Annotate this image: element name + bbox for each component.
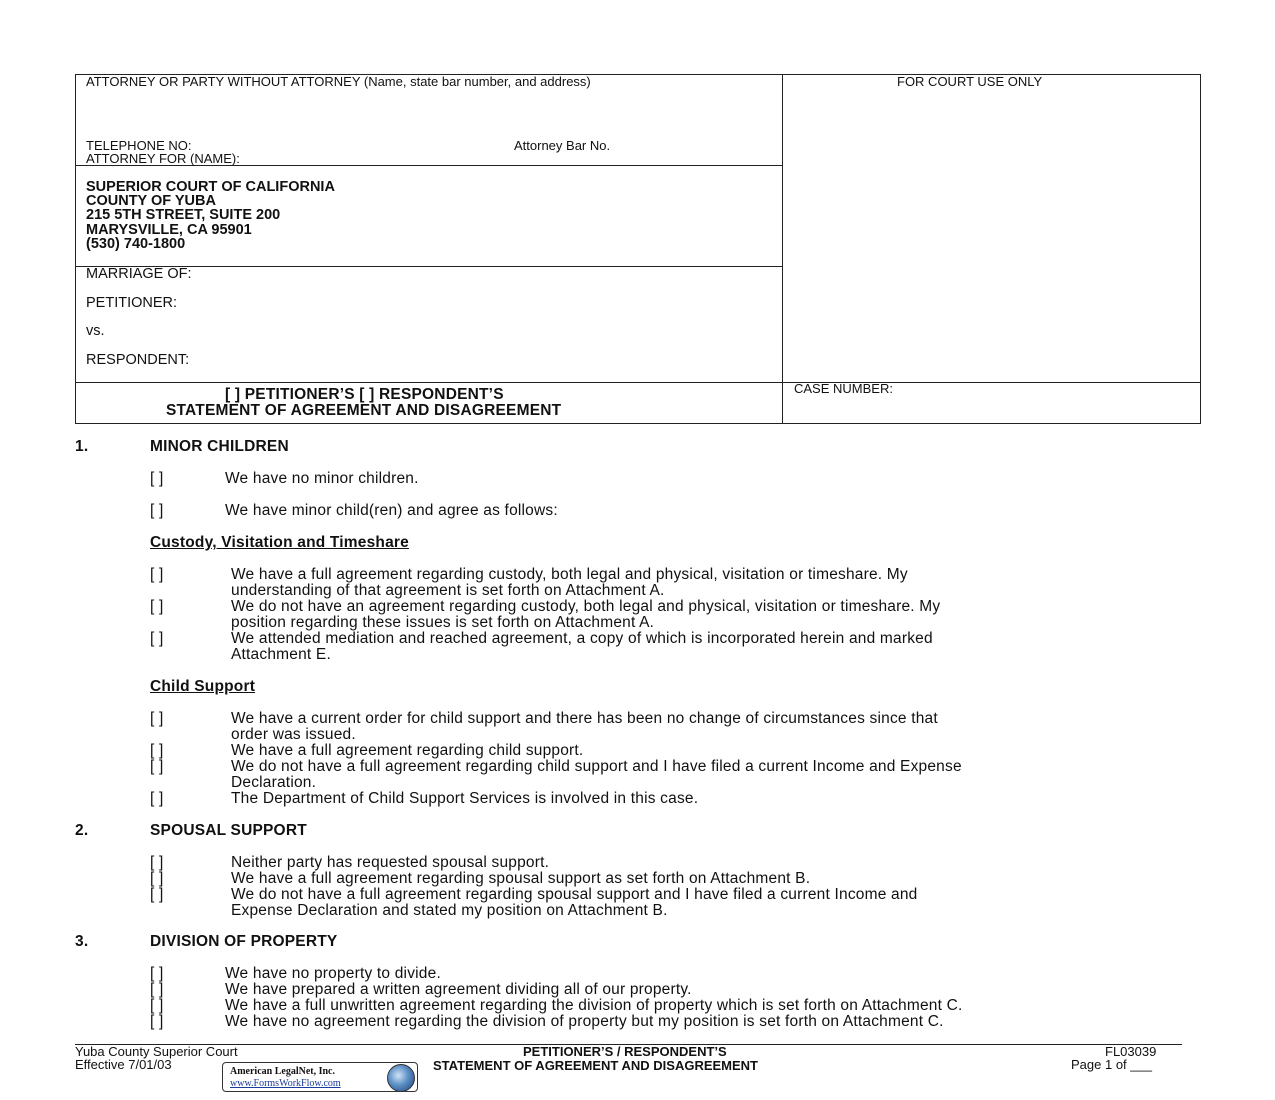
list-item: We have a full agreement regarding child support.: [231, 742, 584, 759]
list-item: We have no agreement regarding the division of property but my position is set forth on Attachment C.: [225, 1013, 944, 1030]
list-item: We have minor child(ren) and agree as follows:: [225, 502, 558, 519]
footer-form-number: FL03039: [1105, 1044, 1157, 1059]
attorney-label: ATTORNEY OR PARTY WITHOUT ATTORNEY (Name, state bar number, and address): [86, 74, 591, 89]
american-legalnet-logo[interactable]: [222, 1062, 418, 1092]
list-item-cont: Declaration.: [231, 774, 317, 791]
list-item: We do not have a full agreement regarding spousal support and I have filed a current Income and: [231, 886, 918, 903]
list-item: We have a current order for child support and there has been no change of circumstances since that: [231, 710, 938, 727]
case-number-label: CASE NUMBER:: [794, 381, 893, 396]
court-line: COUNTY OF YUBA: [86, 193, 216, 209]
section-title: MINOR CHILDREN: [150, 438, 289, 455]
section-number: 1.: [75, 438, 89, 455]
court-line: (530) 740-1800: [86, 236, 186, 252]
footer-title-line1: PETITIONER’S / RESPONDENT’S: [523, 1044, 727, 1059]
checkbox[interactable]: [ ]: [150, 886, 164, 903]
list-item-cont: order was issued.: [231, 726, 356, 743]
court-line: SUPERIOR COURT OF CALIFORNIA: [86, 179, 335, 195]
list-item: Neither party has requested spousal support.: [231, 854, 550, 871]
footer-effective: Effective 7/01/03: [75, 1057, 172, 1072]
checkbox[interactable]: [ ]: [150, 1013, 164, 1030]
logo-url[interactable]: www.FormsWorkFlow.com: [230, 1078, 341, 1089]
list-item: We have prepared a written agreement dividing all of our property.: [225, 981, 692, 998]
checkbox[interactable]: [ ]: [150, 710, 164, 727]
checkbox[interactable]: [ ]: [150, 997, 164, 1014]
attorney-for-label: ATTORNEY FOR (NAME):: [86, 151, 240, 166]
footer-title-line2: STATEMENT OF AGREEMENT AND DISAGREEMENT: [433, 1058, 758, 1073]
checkbox[interactable]: [ ]: [150, 790, 164, 807]
court-use-label: FOR COURT USE ONLY: [897, 74, 1043, 89]
list-item-cont: position regarding these issues is set forth on Attachment A.: [231, 614, 655, 631]
list-item: We have no property to divide.: [225, 965, 441, 982]
globe-icon: [387, 1064, 415, 1092]
list-item: The Department of Child Support Services is involved in this case.: [231, 790, 699, 807]
form-title-line1: [ ] PETITIONER’S [ ] RESPONDENT’S: [225, 386, 504, 403]
list-item-cont: Expense Declaration and stated my position on Attachment B.: [231, 902, 668, 919]
court-line: MARYSVILLE, CA 95901: [86, 222, 252, 238]
petitioner-label: PETITIONER:: [86, 295, 178, 311]
section-title: DIVISION OF PROPERTY: [150, 933, 338, 950]
checkbox[interactable]: [ ]: [150, 981, 164, 998]
form-title-line2: STATEMENT OF AGREEMENT AND DISAGREEMENT: [166, 402, 562, 419]
section-title: SPOUSAL SUPPORT: [150, 822, 307, 839]
marriage-label: MARRIAGE OF:: [86, 266, 192, 282]
checkbox[interactable]: [ ]: [150, 854, 164, 871]
court-line: 215 5TH STREET, SUITE 200: [86, 207, 281, 223]
list-item: We have a full agreement regarding spousal support as set forth on Attachment B.: [231, 870, 811, 887]
checkbox[interactable]: [ ]: [150, 502, 164, 519]
list-item: We do not have a full agreement regarding child support and I have filed a current Income and Expense: [231, 758, 962, 775]
logo-name: American LegalNet, Inc.: [230, 1066, 335, 1077]
list-item-cont: understanding of that agreement is set forth on Attachment A.: [231, 582, 665, 599]
section-number: 2.: [75, 822, 89, 839]
list-item: We have a full unwritten agreement regarding the division of property which is set forth on Attachment C.: [225, 997, 963, 1014]
checkbox[interactable]: [ ]: [150, 742, 164, 759]
parties-section-divider: [75, 382, 1201, 383]
checkbox[interactable]: [ ]: [150, 965, 164, 982]
checkbox[interactable]: [ ]: [150, 470, 164, 487]
checkbox[interactable]: [ ]: [150, 630, 164, 647]
list-item: We have no minor children.: [225, 470, 419, 487]
telephone-label: TELEPHONE NO:: [86, 138, 192, 153]
caption-vertical-divider: [782, 74, 783, 424]
footer-court: Yuba County Superior Court: [75, 1044, 238, 1059]
vs-label: vs.: [86, 323, 105, 339]
child-support-heading: Child Support: [150, 678, 256, 695]
list-item: We do not have an agreement regarding custody, both legal and physical, visitation or timeshare. My: [231, 598, 941, 615]
footer-page-number: Page 1 of ___: [1071, 1057, 1152, 1072]
checkbox[interactable]: [ ]: [150, 598, 164, 615]
list-item: We have a full agreement regarding custody, both legal and physical, visitation or timeshare. My: [231, 566, 908, 583]
list-item: We attended mediation and reached agreement, a copy of which is incorporated herein and marked: [231, 630, 933, 647]
respondent-label: RESPONDENT:: [86, 352, 190, 368]
custody-heading: Custody, Visitation and Timeshare: [150, 534, 409, 551]
caption-box: [75, 74, 1201, 424]
checkbox[interactable]: [ ]: [150, 566, 164, 583]
checkbox[interactable]: [ ]: [150, 870, 164, 887]
bar-no-label: Attorney Bar No.: [514, 138, 611, 153]
checkbox[interactable]: [ ]: [150, 758, 164, 775]
section-number: 3.: [75, 933, 89, 950]
list-item-cont: Attachment E.: [231, 646, 331, 663]
